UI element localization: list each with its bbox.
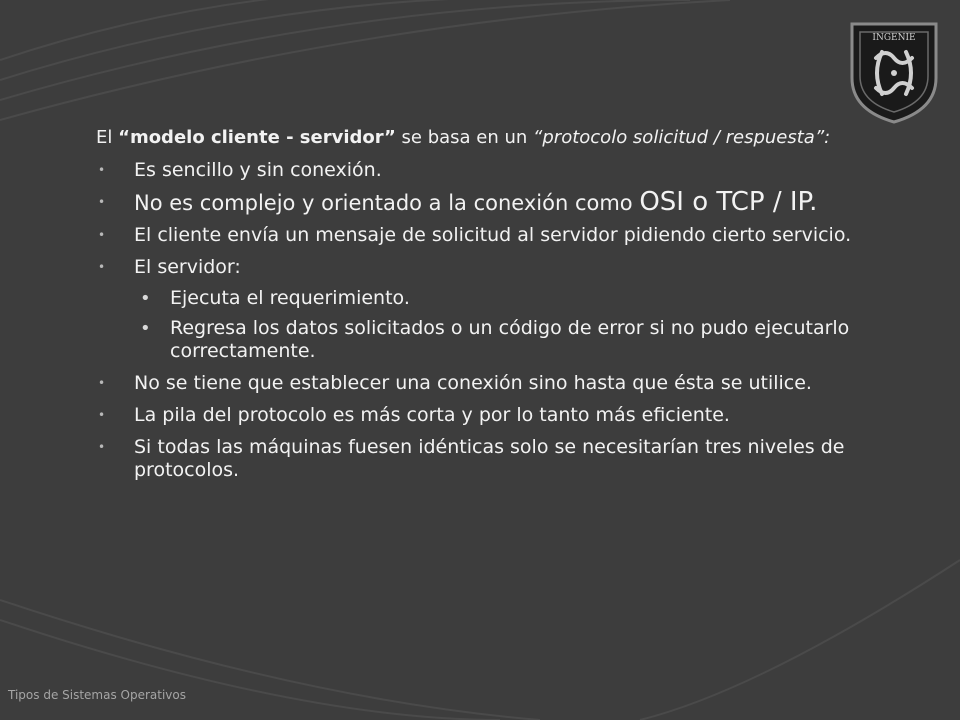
bullet-osi-text: OSI o TCP / IP.	[639, 187, 818, 217]
bullet-text: Si todas las máquinas fuesen idénticas solo se necesitarían tres niveles de protocolos.	[134, 436, 845, 481]
sub-bullet-text: Regresa los datos solicitados o un código de error si no pudo ejecutarlo correctamente.	[170, 317, 850, 362]
slide-content	[96, 126, 856, 491]
bullet-item	[96, 404, 856, 427]
bullet-text: No se tiene que establecer una conexión sino hasta que ésta se utilice.	[134, 372, 812, 394]
sub-bullet-list	[134, 287, 856, 363]
bullet-text: La pila del protocolo es más corta y por lo tanto más eficiente.	[134, 404, 730, 426]
sub-bullet-item	[134, 287, 856, 310]
bullet-text: Es sencillo y sin conexión.	[134, 159, 382, 181]
footer-text: Tipos de Sistemas Operativos	[8, 688, 187, 702]
intro-model: “modelo cliente - servidor”	[118, 127, 396, 148]
bullet-item	[96, 256, 856, 363]
sub-bullet-item	[134, 317, 856, 363]
bullet-item	[96, 372, 856, 395]
intro-prefix: El	[96, 127, 119, 148]
bullet-text: No es complejo y orientado a la conexión como	[134, 191, 640, 215]
intro-protocol: “protocolo solicitud / respuesta”:	[533, 127, 831, 148]
bullet-list	[96, 159, 856, 482]
bullet-item	[96, 159, 856, 182]
bullet-item	[96, 436, 856, 482]
university-shield-logo	[846, 18, 942, 126]
logo-text: INGENIE	[872, 33, 916, 43]
sub-bullet-text: Ejecuta el requerimiento.	[170, 287, 410, 309]
bullet-item	[96, 224, 856, 247]
bullet-item	[96, 187, 856, 217]
bullet-text: El cliente envía un mensaje de solicitud al servidor pidiendo cierto servicio.	[134, 224, 852, 246]
bullet-text: El servidor:	[134, 256, 241, 278]
intro-middle: se basa en un	[395, 127, 534, 148]
intro-paragraph	[96, 126, 856, 149]
